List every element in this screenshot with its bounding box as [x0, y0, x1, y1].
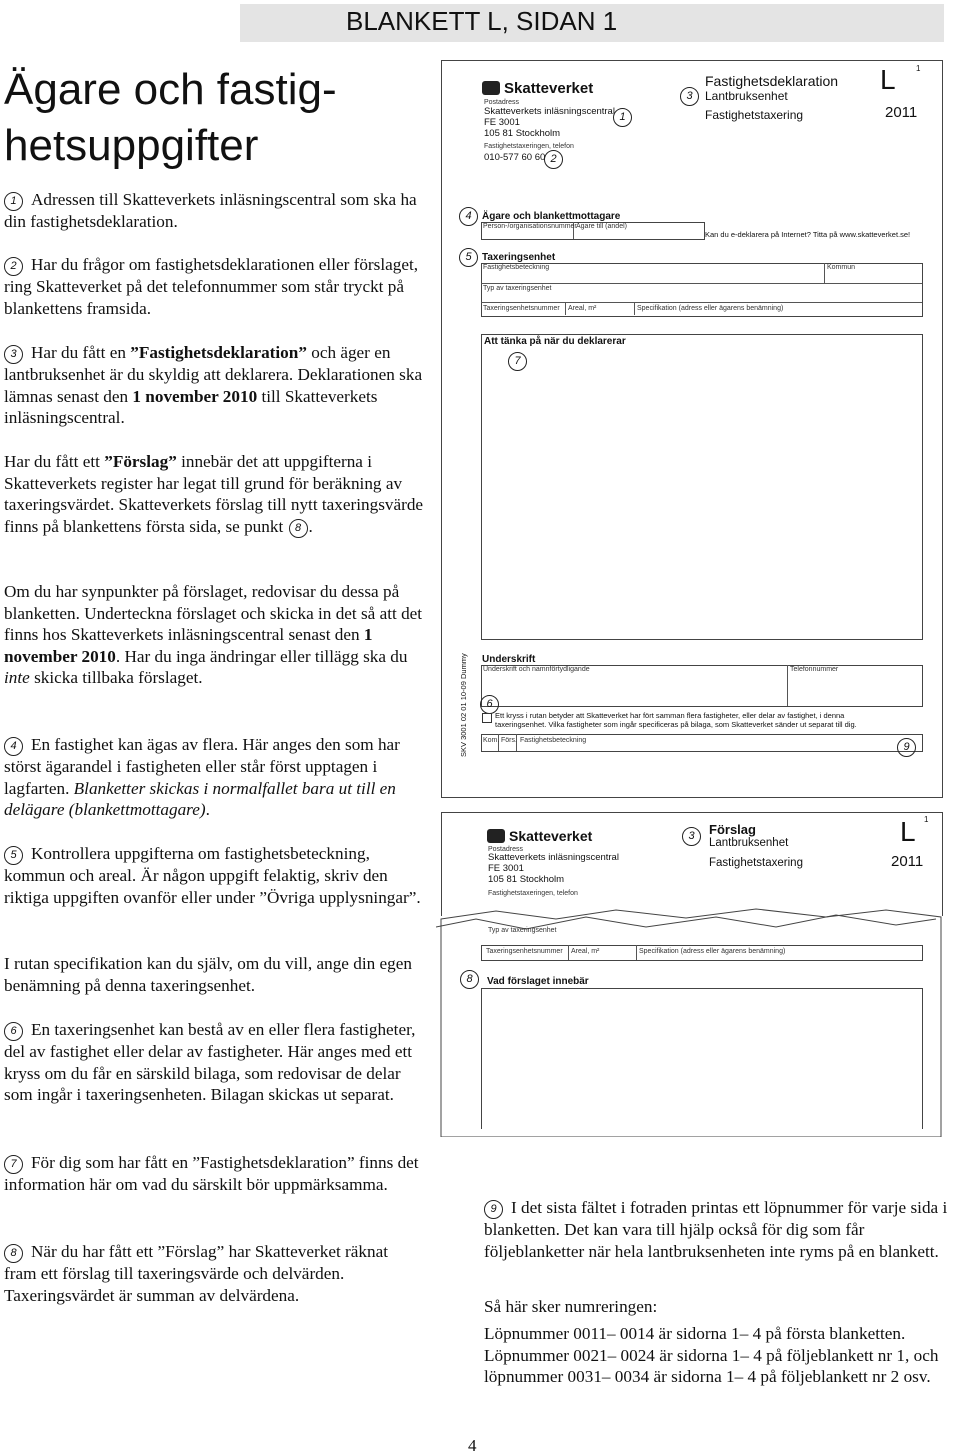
paragraph-9: 6 En taxeringsenhet kan bestå av en eller flera fastigheter, del av fastighet eller delar av fastigheter. Här anges med ett kryss om du får en särskild bilaga, som redovisar de delar som ingår i taxeringsenheten. Bilagan skickas ut separat.	[4, 1020, 416, 1104]
form2-sup: 1	[924, 815, 929, 824]
owner-label-share: Ägare till (andel)	[576, 223, 627, 230]
label-municipality: Kommun	[827, 264, 856, 271]
form-marker-1: 1	[613, 108, 632, 127]
label-phone: Telefonnummer	[790, 666, 839, 673]
form-side-code: SKV 3001 02 01 10-09 Dummy	[459, 653, 468, 757]
label-fb: Fastighetsbeteckning	[520, 737, 587, 744]
skatteverket-logo: Skatteverket	[482, 80, 593, 97]
form-marker-4: 4	[459, 207, 478, 226]
owner-label-pnr: Person-/organisationsnummer	[483, 223, 577, 230]
phone-label: Fastighetstaxeringen, telefon	[484, 143, 574, 150]
skatteverket-logo-2: Skatteverket	[487, 828, 592, 844]
label-property-designation: Fastighetsbeteckning	[483, 264, 550, 271]
merge-explanation: Ett kryss i rutan betyder att Skatteverket har fört samman flera fastigheter, eller delar av fastighet, i denna taxeringsenhet. Vilka fastigheter som ingår specificeras på bilaga, som Skatteverket sänder ut separat till dig.	[495, 711, 857, 729]
paragraph-5: Om du har synpunkter på förslaget, redovisar du dessa på blanketten. Underteckna förslaget och skicka in det så att det finns hos Skatteverkets inläsningscentral senast den 1 november 2010. Har du inga ändringar eller tillägg ska du inte skicka tillbaka förslaget.	[4, 582, 423, 687]
postadress-label: Postadress	[484, 99, 520, 106]
form2-label-area: Areal, m²	[571, 948, 600, 955]
form-sup: 1	[916, 64, 921, 73]
marker-8: 8	[289, 519, 308, 538]
address-block: Skatteverkets inläsningscentral FE 3001 105 81 Stockholm	[484, 106, 615, 139]
e-declaration-hint: Kan du e-deklarera på Internet? Titta på www.skatteverket.se!	[705, 230, 911, 239]
label-kom: Kom.	[483, 737, 500, 744]
phone-number: 010-577 60 60	[484, 152, 546, 163]
think-title: Att tänka på när du deklarerar	[484, 336, 626, 347]
paragraph-8: I rutan specifikation kan du själv, om du vill, ange din egen benämning på denna taxeringsenhet.	[4, 954, 412, 995]
form-marker-3: 3	[680, 87, 699, 106]
paragraph-9-info: 9 I det sista fältet i fotraden printas ett löpnummer för varje sida i blanketten. Det kan vara till hjälp också för dig som får följeblanketter när hela lantbruksenheten inte ryms på en blankett.	[484, 1198, 948, 1261]
paragraph-7: 5 Kontrollera uppgifterna om fastighetsbeteckning, kommun och areal. Är någon uppgift felaktig, skriv den riktiga uppgiften ovanför eller under ”Övriga upplysningar”.	[4, 844, 421, 907]
paragraph-10: 7 För dig som har fått en ”Fastighetsdeklaration” finns det information här om vad du särskilt bör uppmärksamma.	[4, 1153, 419, 1194]
marker-6: 6	[4, 1022, 23, 1041]
form-year: 2011	[885, 104, 918, 121]
form2-label-unit-number: Taxeringsenhetsnummer	[486, 948, 563, 955]
merge-checkbox[interactable]	[482, 713, 492, 723]
label-fors: Förs.	[501, 737, 517, 744]
think-box	[481, 334, 923, 640]
paragraph-1: 1 Adressen till Skatteverkets inläsningscentral som ska ha din fastighetsdeklaration.	[4, 190, 417, 231]
phone-label-2: Fastighetstaxeringen, telefon	[488, 890, 578, 897]
form2-marker-3: 3	[682, 827, 701, 846]
label-specification: Specifikation (adress eller ägarens benämning)	[637, 305, 784, 312]
paragraph-11: 8 När du har fått ett ”Förslag” har Skatteverket räknat fram ett förslag till taxeringsvärde och delvärden. Taxeringsvärdet är summan av delvärdena.	[4, 1242, 388, 1305]
marker-4: 4	[4, 737, 23, 756]
numbering-heading: Så här sker numreringen:	[484, 1297, 658, 1316]
form-marker-2: 2	[544, 150, 563, 169]
form2-marker-8: 8	[460, 970, 479, 989]
proposal-meaning-title: Vad förslaget innebär	[487, 976, 589, 987]
form-marker-7: 7	[508, 352, 527, 371]
label-unit-number: Taxeringsenhetsnummer	[483, 305, 560, 312]
form-marker-6: 6	[480, 695, 499, 714]
owner-title: Ägare och blankettmottagare	[482, 211, 621, 222]
form-title: Fastighetsdeklaration	[705, 73, 839, 89]
crown-icon	[482, 81, 500, 95]
page-number: 4	[468, 1436, 477, 1455]
paragraph-2: 2 Har du frågor om fastighetsdeklarationen eller förslaget, ring Skatteverket på det telefonnummer som står tryckt på blankettens framsida.	[4, 255, 419, 318]
form-marker-5: 5	[459, 248, 478, 267]
form-letter: L	[880, 64, 896, 95]
form2-subtitle-1: Lantbruksenhet	[709, 837, 789, 849]
address-block-2: Skatteverkets inläsningscentral FE 3001 105 81 Stockholm	[488, 852, 619, 885]
label-signature: Underskrift och namnförtydligande	[483, 666, 590, 673]
marker-3: 3	[4, 345, 23, 364]
marker-1: 1	[4, 192, 23, 211]
form2-subtitle-2: Fastighetstaxering	[709, 857, 803, 869]
form2-letter: L	[900, 816, 916, 847]
crown-icon	[487, 829, 505, 843]
marker-7: 7	[4, 1155, 23, 1174]
marker-5: 5	[4, 846, 23, 865]
header-title: BLANKETT L, SIDAN 1	[346, 6, 618, 36]
marker-8: 8	[4, 1244, 23, 1263]
form2-year: 2011	[891, 853, 924, 870]
form-subtitle-2: Fastighetstaxering	[705, 108, 804, 122]
form-marker-9: 9	[897, 738, 916, 757]
proposal-meaning-box	[481, 988, 923, 1129]
postadress-label-2: Postadress	[488, 846, 524, 853]
page-title: Ägare och fastig-hetsuppgifter	[4, 65, 337, 170]
label-unit-type: Typ av taxeringsenhet	[483, 285, 552, 292]
label-area: Areal, m²	[568, 305, 597, 312]
form2-label-unit-type: Typ av taxeringsenhet	[488, 927, 557, 934]
form2-label-specification: Specifikation (adress eller ägarens benämning)	[639, 948, 786, 955]
form2-title: Förslag	[709, 822, 756, 837]
taxation-unit-title: Taxeringsenhet	[482, 252, 556, 263]
form-subtitle-1: Lantbruksenhet	[705, 89, 788, 103]
signature-title: Underskrift	[482, 654, 536, 665]
paragraph-4: Har du fått ett ”Förslag” innebär det att uppgifterna i Skatteverkets register har legat till grund för beräkning av taxeringsvärdet. Skatteverkets förslag till nytt taxeringsvärde finns på blankettens första sida, se punkt 8 .	[4, 452, 424, 536]
marker-2: 2	[4, 257, 23, 276]
marker-9: 9	[484, 1200, 503, 1219]
paragraph-6: 4 En fastighet kan ägas av flera. Här anges den som har störst ägarandel i fastigheten eller står först upptagen i lagfarten. Blanketter skickas i normalfallet bara ut till en delägare (blankettmottagare).	[4, 735, 400, 819]
paragraph-3: 3 Har du fått en ”Fastighetsdeklaration” och äger en lantbruksenhet är du skyldig att deklarera. Deklarationen ska lämnas senast den 1 november 2010 till Skatteverkets inläsningscentral.	[4, 343, 423, 427]
numbering-examples: Löpnummer 0011– 0014 är sidorna 1– 4 på första blanketten. Löpnummer 0021– 0024 är sidorna 1– 4 på följeblankett nr 1, och löpnummer 0031– 0034 är sidorna 1– 4 på följeblankett nr 2 osv.	[484, 1324, 939, 1386]
